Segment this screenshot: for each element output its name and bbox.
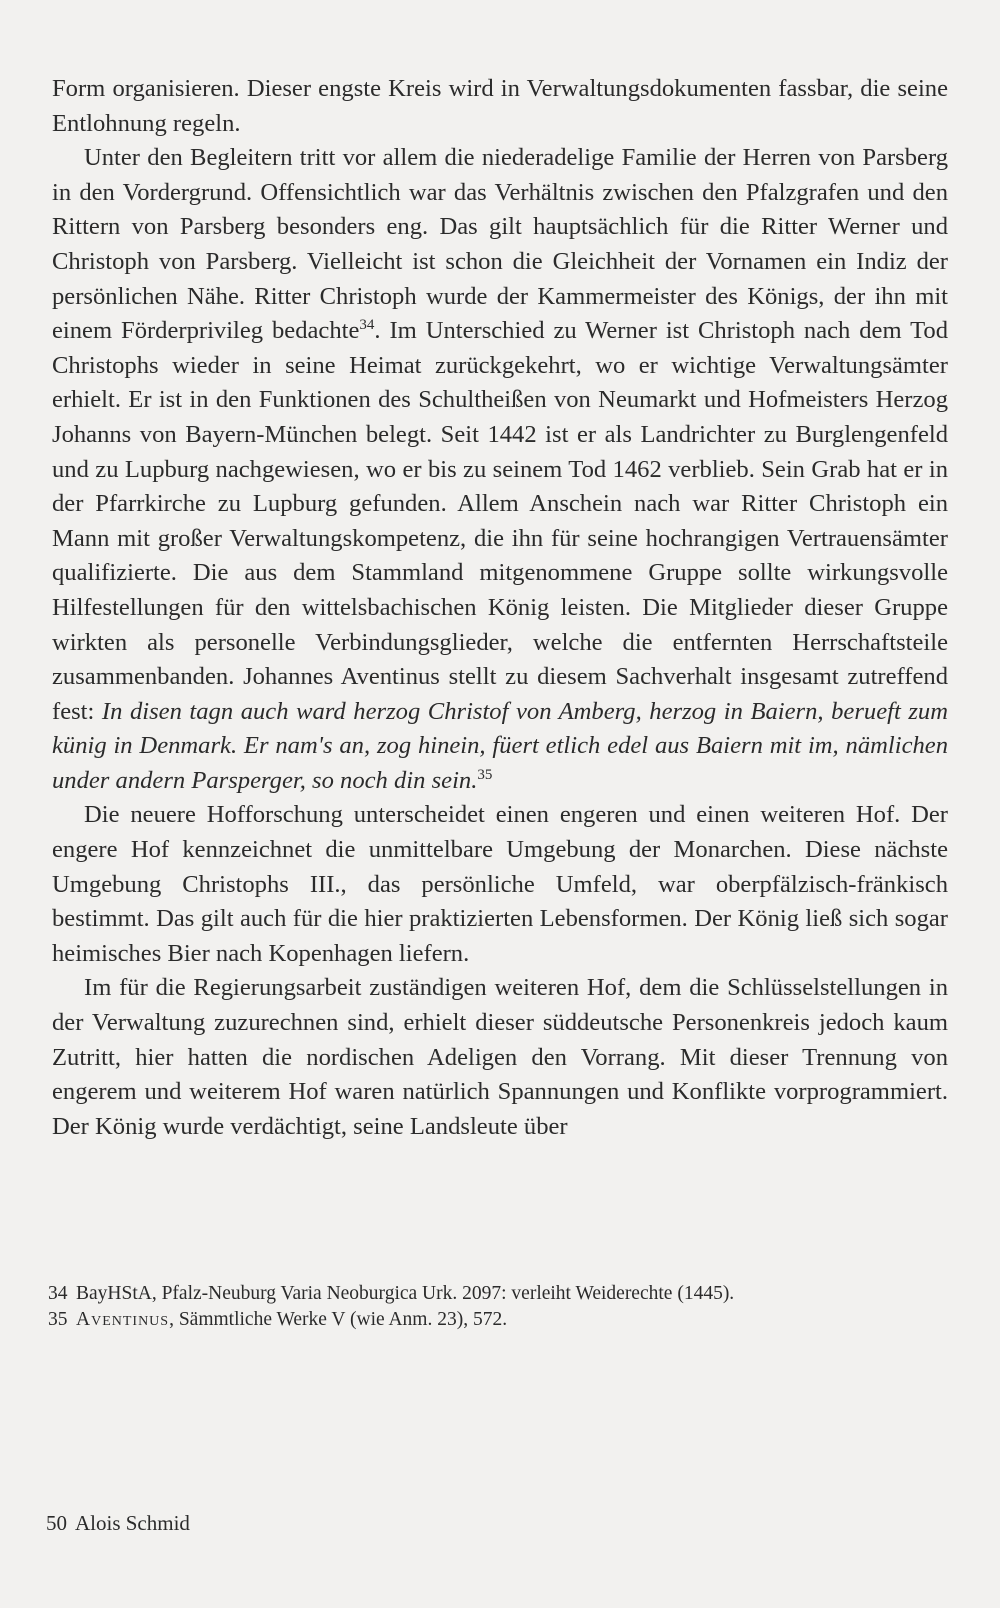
text-run: Unter den Begleitern tritt vor allem die niederadelige Familie der Herren von Parsberg in den Vordergrund. Offensichtlich war das Verhältnis zwischen den Pfalzgrafen und den Rittern von Parsberg besonders eng. Das gilt hauptsächlich für die Ritter Werner und Christoph von Parsberg. Vielleicht ist schon die Gleichheit der Vornamen ein Indiz der persönlichen Nähe. Ritter Christoph wurde der Kammermeister des Königs, der ihn mit einem Förderprivileg bedachte — [52, 144, 948, 345]
text-run: Die neuere Hofforschung unterscheidet einen engeren und einen weiteren Hof. Der engere Hof kennzeichnet die unmittelbare Umgebung der Monarchen. Diese nächste Umgebung Christophs III., das persönliche Umfeld, war oberpfälzisch-fränkisch bestimmt. Das gilt auch für die hier praktizierten Lebensformen. Der König ließ sich sogar heimisches Bier nach Kopenhagen liefern. — [52, 801, 948, 967]
footnotes — [48, 1281, 948, 1333]
paragraph — [52, 141, 948, 798]
footnote-number: 35 — [48, 1309, 68, 1330]
footnote-author: Aventinus — [76, 1309, 170, 1330]
footnote-number: 34 — [48, 1283, 68, 1304]
paragraph — [52, 72, 948, 141]
footnote-35 — [48, 1307, 948, 1333]
footnote-reference: 34 — [359, 316, 375, 333]
paragraph — [52, 971, 948, 1144]
main-text — [52, 72, 948, 1144]
page-number: 50 — [46, 1511, 67, 1535]
paragraph — [52, 798, 948, 971]
footnote-text: BayHStA, Pfalz-Neuburg Varia Neoburgica Urk. 2097: verleiht Weiderechte (1445). — [76, 1283, 735, 1304]
footnote-reference: 35 — [477, 766, 493, 783]
text-run: Form organisieren. Dieser engste Kreis wird in Verwaltungsdokumenten fassbar, die seine Entlohnung regeln. — [52, 75, 948, 137]
quotation: In disen tagn auch ward herzog Christof von Amberg, herzog in Baiern, berueft zum künig in Denmark. Er nam's an, zog hinein, füert etlich edel aus Baiern mit im, nämlichen under andern Parsperger, so noch din sein. — [52, 697, 948, 794]
text-run: . Im Unterschied zu Werner ist Christoph nach dem Tod Christophs wieder in seine Heimat zurückgekehrt, wo er wichtige Verwaltungsämter erhielt. Er ist in den Funktionen des Schultheißen von Neumarkt und Hofmeisters Herzog Johanns von Bayern-München belegt. Seit 1442 ist er als Landrichter zu Burglengenfeld und zu Lupburg nachgewiesen, wo er bis zu seinem Tod 1462 verblieb. Sein Grab hat er in der Pfarrkirche zu Lupburg gefunden. Allem Anschein nach war Ritter Christoph ein Mann mit großer Verwaltungskompetenz, die ihn für seine hochrangigen Vertrauensämter qualifizierte. Die aus dem Stammland mitgenommene Gruppe sollte wirkungsvolle Hilfestellungen für den wittelsbachischen König leisten. Die Mitglieder dieser Gruppe wirkten als personelle Verbindungsglieder, welche die entfernten Herrschaftsteile zusammenbanden. Johannes Aventinus stellt zu diesem Sachverhalt insgesamt zutreffend fest: — [52, 317, 948, 725]
running-head: Alois Schmid — [75, 1511, 190, 1535]
text-run: Im für die Regierungsarbeit zuständigen weiteren Hof, dem die Schlüsselstellungen in der Verwaltung zuzurechnen sind, erhielt dieser süddeutsche Personenkreis jedoch kaum Zutritt, hier hatten die nordischen Adeligen den Vorrang. Mit dieser Trennung von engerem und weiterem Hof waren natürlich Spannungen und Konflikte vorprogrammiert. Der König wurde verdächtigt, seine Landsleute über — [52, 974, 948, 1140]
footnote-text: , Sämmtliche Werke V (wie Anm. 23), 572. — [169, 1309, 508, 1330]
footnote-34 — [48, 1281, 948, 1307]
page-footer — [46, 1510, 190, 1536]
